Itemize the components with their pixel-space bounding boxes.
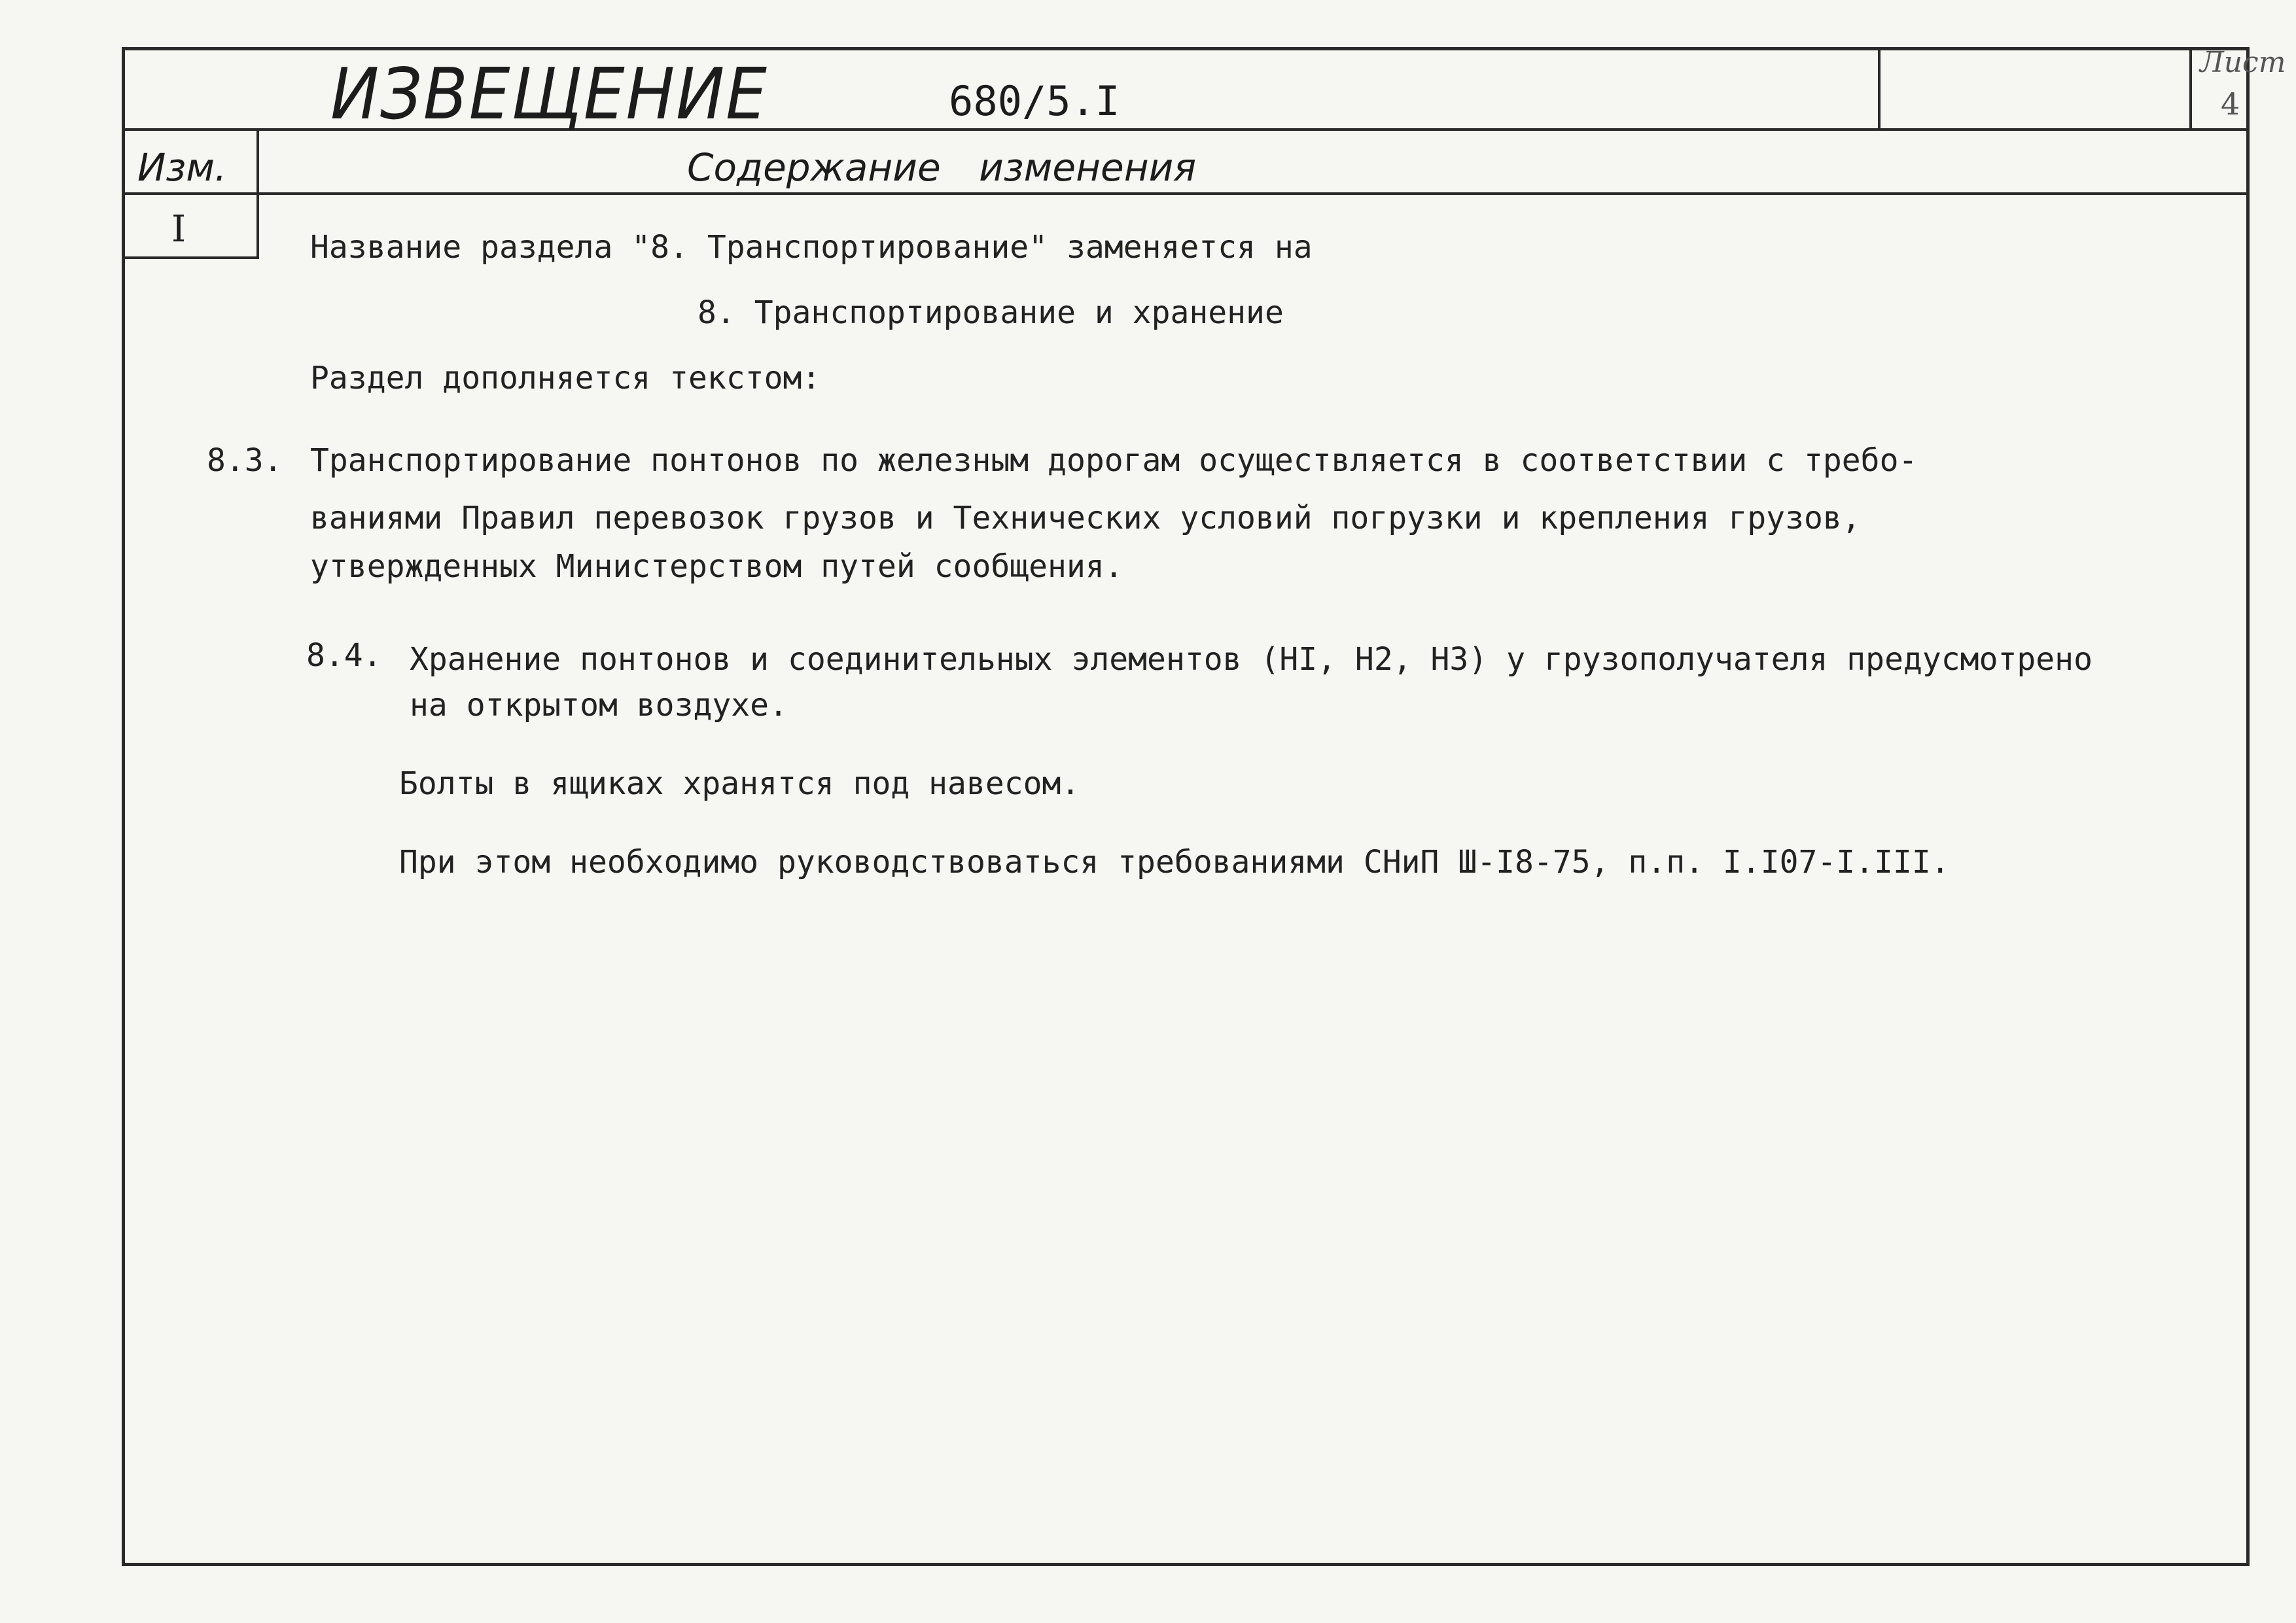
clause-8-4-line: на открытом воздухе.: [410, 687, 788, 724]
body-line-section-addition: Раздел дополняется текстом:: [310, 360, 821, 396]
column-header-divider: [122, 192, 2250, 195]
clause-8-3-line: утвержденных Министерством путей сообщения.: [310, 548, 1123, 585]
column-header-content: Содержание изменения: [687, 145, 1197, 190]
notice-title: ИЗВЕЩЕНИЕ: [330, 54, 768, 135]
revision-cell-divider: [122, 256, 258, 259]
body-line-section-title-change: Название раздела "8. Транспортирование" заменяется на: [310, 229, 1313, 266]
clause-8-4-bolts-storage: Болты в ящиках хранятся под навесом.: [399, 765, 1080, 802]
column-header-revision: Изм.: [137, 145, 227, 190]
clause-8-3-line: Транспортирование понтонов по железным дорогам осуществляется в соответствии с требо-: [310, 442, 1918, 479]
clause-8-4-snip-reference: При этом необходимо руководствоваться требованиями СНиП Ш-I8-75, п.п. I.I07-I.III.: [399, 844, 1950, 881]
sheet-label: Лист: [2200, 46, 2286, 79]
revision-number: I: [171, 208, 186, 251]
clause-number-8-3: 8.3.: [207, 442, 283, 479]
izm-column-divider: [256, 128, 259, 259]
body-line-new-section-title: 8. Транспортирование и хранение: [698, 294, 1284, 331]
notice-number: 680/5.I: [949, 77, 1120, 125]
header-box-divider-2: [2189, 47, 2192, 130]
clause-8-4-line: Хранение понтонов и соединительных элементов (НI, Н2, Н3) у грузополучателя предусмотрено: [410, 641, 2093, 678]
sheet-number: 4: [2221, 86, 2240, 122]
clause-8-3-line: ваниями Правил перевозок грузов и Технических условий погрузки и крепления грузов,: [310, 500, 1861, 536]
form-frame: [122, 47, 2250, 1566]
clause-number-8-4: 8.4.: [306, 637, 382, 674]
header-box-divider-1: [1878, 47, 1881, 130]
